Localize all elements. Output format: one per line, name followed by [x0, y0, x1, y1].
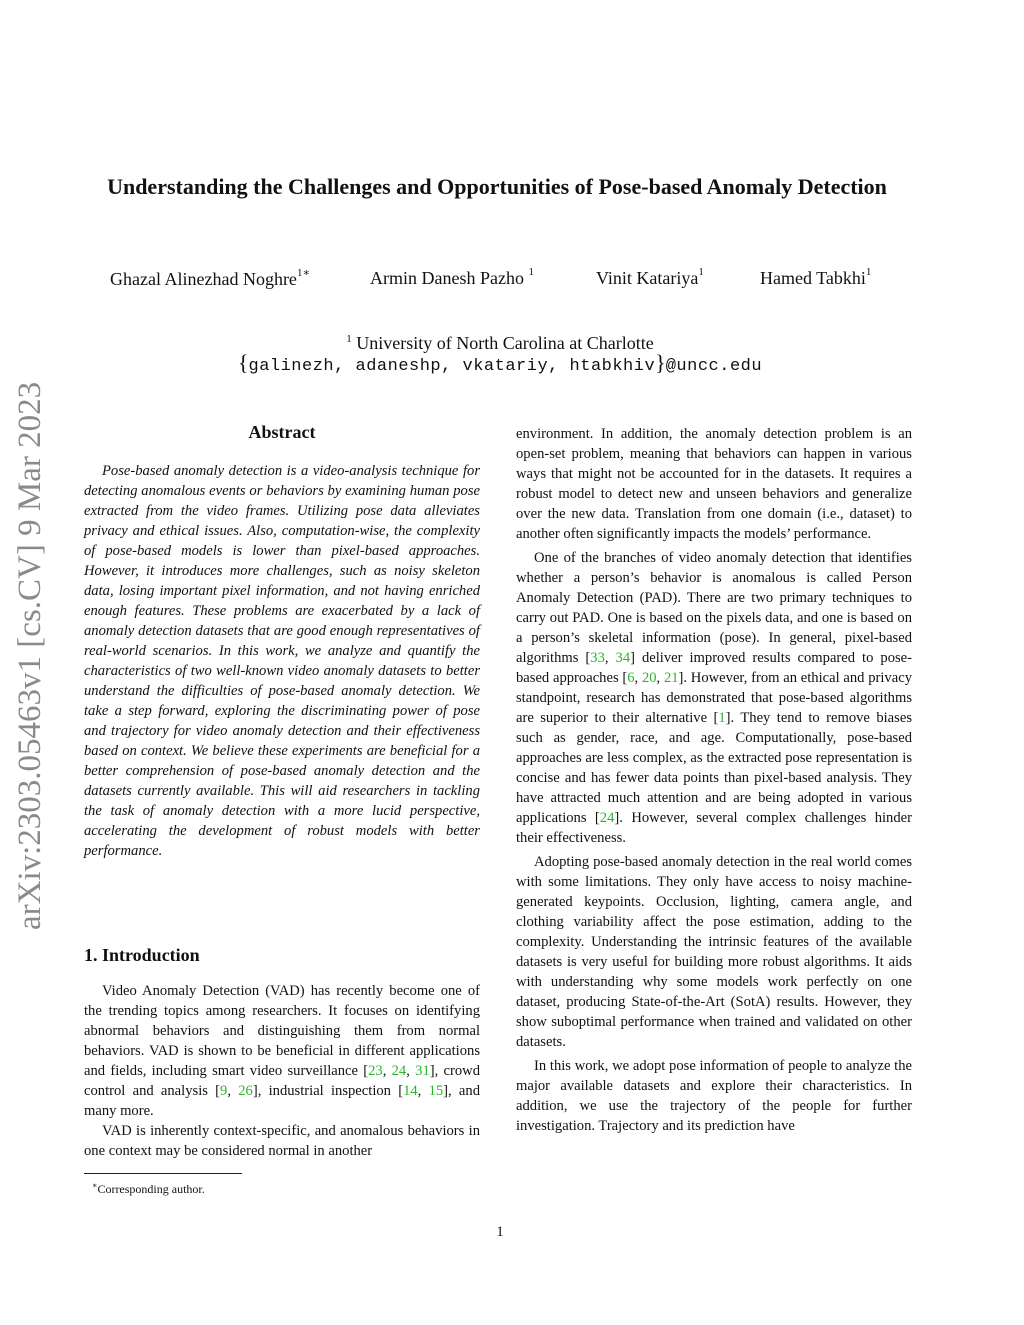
- footnote: ∗Corresponding author.: [92, 1181, 205, 1196]
- citation-link[interactable]: 21: [663, 670, 679, 686]
- paper-title: Understanding the Challenges and Opportunities of Pose-based Anomaly Detection: [107, 174, 887, 199]
- right-paragraph-2: One of the branches of video anomaly detection that identifies whether a person’s behavior is anomalous is called Person Anomaly Detection (PAD). There are two primary techniques to carry out PAD. One is based on the pixels data, and one is based on a person’s skeletal information (pose). In general, pixel-based algorithms [33, 34] deliver improved results compared to pose-based approaches [6, 20, 21]. However, from an ethical and privacy standpoint, research has demonstrated that pose-based algorithms are superior to their alternative [1]. They tend to remove biases such as gender, race, and age. Computationally, pose-based approaches are less complex, as the extracted pose representation is concise and has fewer data points than pixel-based analysis. They have attracted much attention and are being adopted in various applications [24]. However, several complex challenges hinder their effectiveness.: [516, 550, 913, 846]
- citation-link[interactable]: 31: [415, 1063, 430, 1079]
- right-paragraph-1: environment. In addition, the anomaly detection problem is an open-set problem, meaning that behaviors can happen in various ways that might not be accounted for in the datasets. It requires a robust model to detect new and unseen behaviors and generalize over the new data. Translation from one domain (i.e., dataset) to another often significantly impacts the models’ performance.: [516, 426, 912, 542]
- footnote-divider: [84, 1173, 242, 1174]
- citation-link[interactable]: 34: [615, 650, 631, 666]
- right-paragraph-3: Adopting pose-based anomaly detection in the real world comes with some limitations. They only have access to noisy machine-generated keypoints. Occlusion, lighting, camera angle, and clothing variability affect the pose estimation, adding to the complexity. Understanding the intrinsic features of the available datasets is very useful for building more robust algorithms. It aids with understanding why some models work perfectly on one dataset, producing State-of-the-Art (SotA) results. However, they show suboptimal performance when trained and validated on other datasets.: [516, 854, 912, 1050]
- citation-link[interactable]: 6: [627, 670, 635, 686]
- citation-link[interactable]: 26: [238, 1083, 253, 1099]
- section-heading-introduction: 1. Introduction: [84, 945, 200, 965]
- abstract-body: Pose-based anomaly detection is a video-analysis technique for detecting anomalous events or behaviors by examining human pose extracted from the video frames. Utilizing pose data alleviates privacy and ethical issues. Also, computation-wise, the complexity of pose-based models is lower than pixel-based approaches. However, it introduces more challenges, such as noisy skeleton data, losing important pixel information, and not having enriched enough features. These problems are exacerbated by a lack of anomaly detection datasets that are good enough representatives of real-world scenarios. In this work, we analyze and quantify the characteristics of two well-known video anomaly datasets to better understand the difficulties of pose-based anomaly detection. We take a step forward, exploring the discriminating power of pose and trajectory for video anomaly detection and their effectiveness based on context. We believe these experiments are beneficial for a better comprehension of pose-based anomaly detection and the datasets currently available. This will aid researchers in tackling the task of anomaly detection with a more lucid perspective, accelerating the development of robust models with better performance.: [84, 463, 480, 859]
- author-4: Hamed Tabkhi$^1$: [760, 266, 872, 288]
- intro-paragraph-2: VAD is inherently context-specific, and anomalous behaviors in one context may be considered normal in another: [84, 1123, 480, 1159]
- citation-link[interactable]: 33: [590, 650, 605, 666]
- citation-link[interactable]: 14: [403, 1083, 418, 1099]
- citation-link[interactable]: 1: [718, 710, 726, 726]
- author-1: Ghazal Alinezhad Noghre$^{1∗}$: [110, 267, 310, 289]
- citation-link[interactable]: 24: [391, 1063, 407, 1079]
- author-emails: {galinezh, adaneshp, vkatariy, htabkhiv}@uncc.edu: [237, 350, 763, 376]
- right-paragraph-4: In this work, we adopt pose information of people to analyze the major available datasets and explore their characteristics. In addition, we use the trajectory of the people for further investigation. Trajectory and its prediction have: [516, 1058, 912, 1134]
- author-list: [96, 268, 896, 298]
- citation-link[interactable]: 9: [220, 1083, 228, 1099]
- citation-link[interactable]: 23: [368, 1063, 383, 1079]
- page-number: 1: [496, 1224, 504, 1240]
- author-3: Vinit Katariya$^1$: [596, 266, 704, 288]
- right-column: [516, 424, 912, 1140]
- affiliation: $^1$ University of North Carolina at Charlotte: [346, 333, 654, 353]
- intro-paragraph-1: Video Anomaly Detection (VAD) has recently become one of the trending topics among researchers. It focuses on identifying abnormal behaviors and distinguishing them from normal behaviors. VAD is shown to be beneficial in different applications and fields, including smart video surveillance [23, 24, 31], crowd control and analysis [9, 26], industrial inspection [14, 15], and many more.: [84, 983, 481, 1119]
- arxiv-identifier: arXiv:2303.05463v1 [cs.CV] 9 Mar 2023: [12, 381, 48, 930]
- citation-link[interactable]: 15: [428, 1083, 444, 1099]
- author-2: Armin Danesh Pazho $^1$: [370, 266, 534, 288]
- introduction-body: [84, 981, 480, 1161]
- citation-link[interactable]: 24: [599, 810, 615, 826]
- abstract-heading: Abstract: [248, 422, 316, 442]
- citation-link[interactable]: 20: [641, 670, 657, 686]
